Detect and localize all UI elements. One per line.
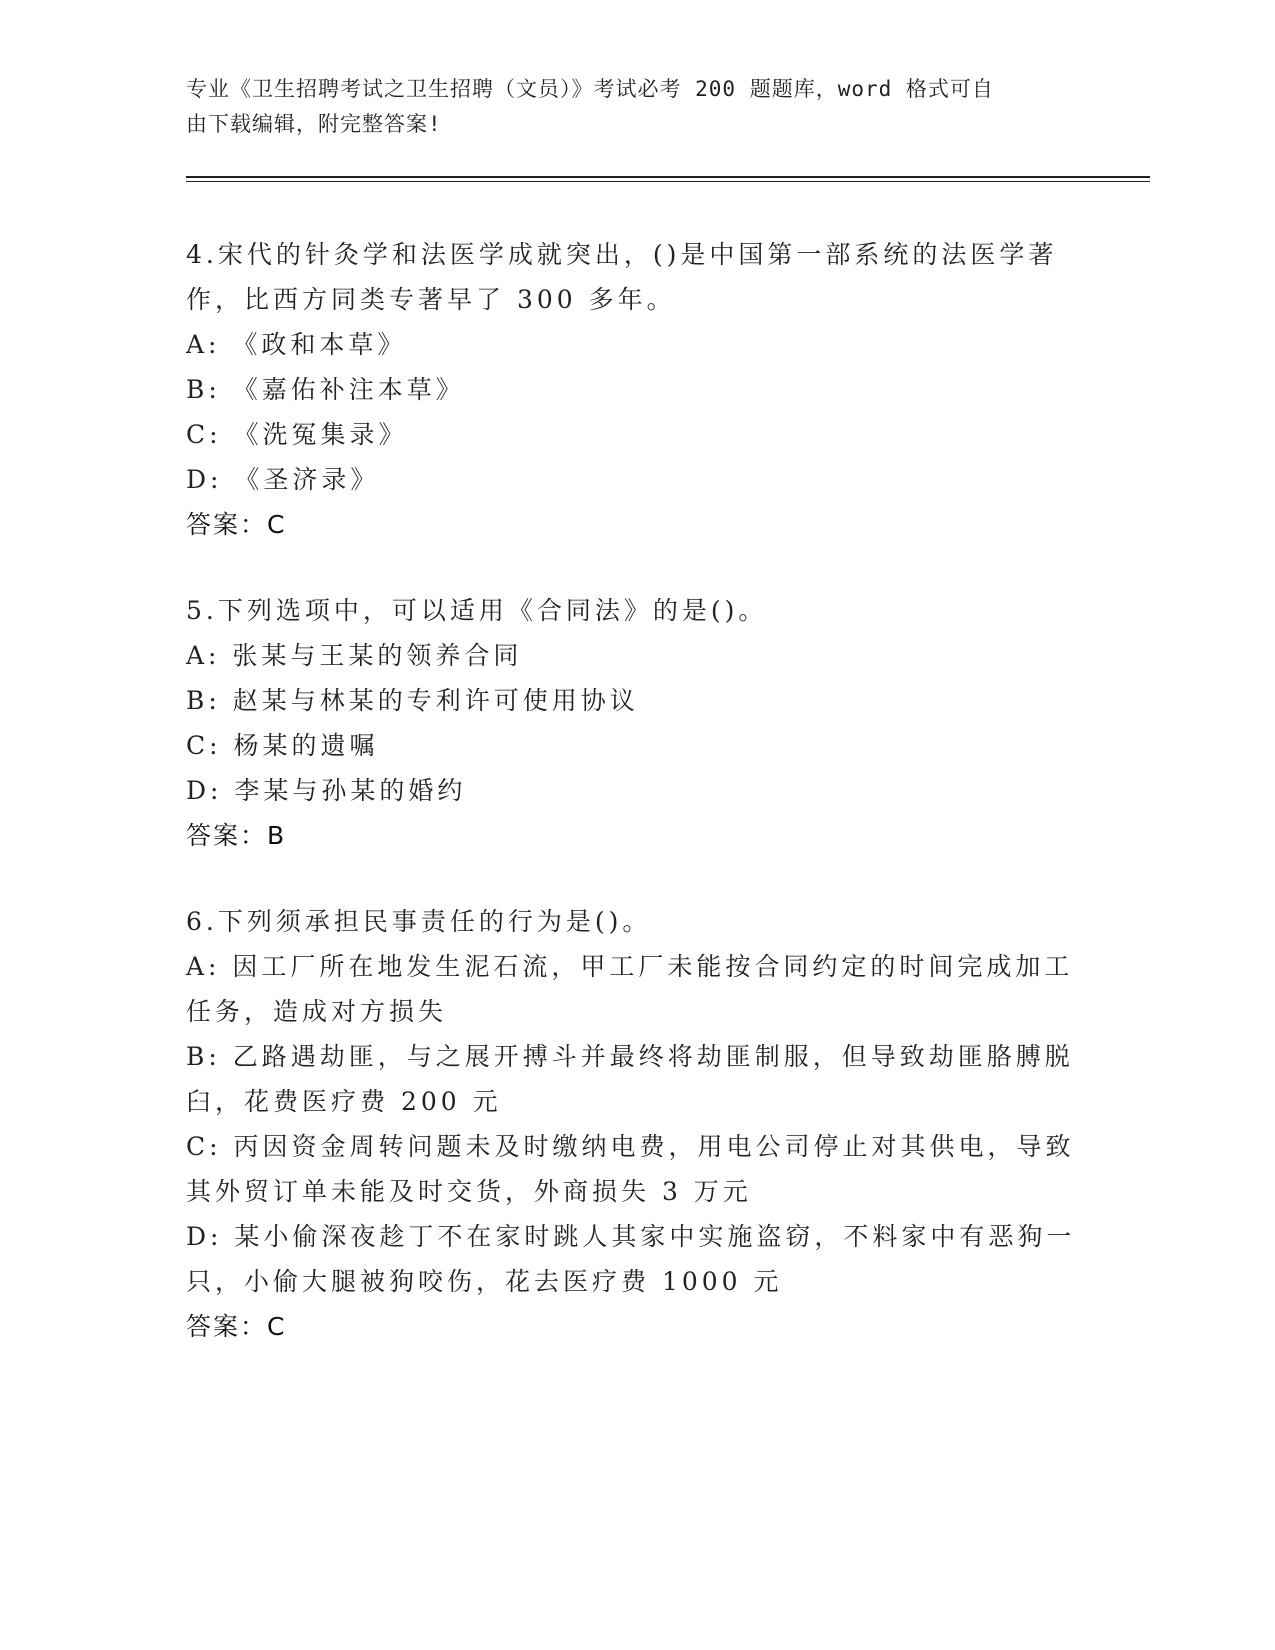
answer-option: A: 因工厂所在地发生泥石流，甲工厂未能按合同约定的时间完成加工	[186, 952, 1074, 981]
answer-option: 其外贸订单未能及时交货，外商损失 3 万元	[186, 1177, 752, 1206]
header-line: 由下载编辑，附完整答案!	[186, 112, 442, 136]
answer-option: C: 丙因资金周转问题未及时缴纳电费，用电公司停止对其供电，导致	[186, 1132, 1075, 1161]
answer-key: 答案：B	[186, 821, 287, 850]
question-stem: 5.下列选项中，可以适用《合同法》的是()。	[186, 596, 768, 625]
question-stem: 6.下列须承担民事责任的行为是()。	[186, 907, 652, 936]
header-divider	[186, 176, 1150, 182]
question-block	[186, 899, 1076, 1349]
answer-option: B: 《嘉佑补注本草》	[186, 375, 465, 404]
answer-option: D: 《圣济录》	[186, 465, 380, 494]
answer-option: D: 某小偷深夜趁丁不在家时跳人其家中实施盗窃，不料家中有恶狗一	[186, 1222, 1076, 1251]
question-stem: 作，比西方同类专著早了 300 多年。	[186, 285, 676, 314]
question-block	[186, 232, 1076, 547]
answer-option: C: 杨某的遗嘱	[186, 731, 379, 760]
header-line: 专业《卫生招聘考试之卫生招聘（文员）》考试必考 200 题题库，word 格式可自	[186, 77, 994, 101]
answer-option: 任务，造成对方损失	[186, 997, 448, 1026]
answer-option: B: 赵某与林某的专利许可使用协议	[186, 686, 639, 715]
question-stem: 4.宋代的针灸学和法医学成就突出，()是中国第一部系统的法医学著	[186, 240, 1058, 269]
answer-option: C: 《洗冤集录》	[186, 420, 408, 449]
answer-key: 答案：C	[186, 510, 287, 539]
answer-option: A: 《政和本草》	[186, 330, 407, 359]
question-list	[186, 232, 1076, 1390]
answer-option: A: 张某与王某的领养合同	[186, 641, 523, 670]
answer-option: 臼，花费医疗费 200 元	[186, 1087, 502, 1116]
answer-option: B: 乙路遇劫匪，与之展开搏斗并最终将劫匪制服，但导致劫匪胳膊脱	[186, 1042, 1074, 1071]
question-block	[186, 588, 1076, 858]
answer-option: D: 李某与孙某的婚约	[186, 776, 467, 805]
answer-key: 答案：C	[186, 1312, 287, 1341]
document-header	[186, 72, 1066, 142]
answer-option: 只，小偷大腿被狗咬伤，花去医疗费 1000 元	[186, 1267, 783, 1296]
